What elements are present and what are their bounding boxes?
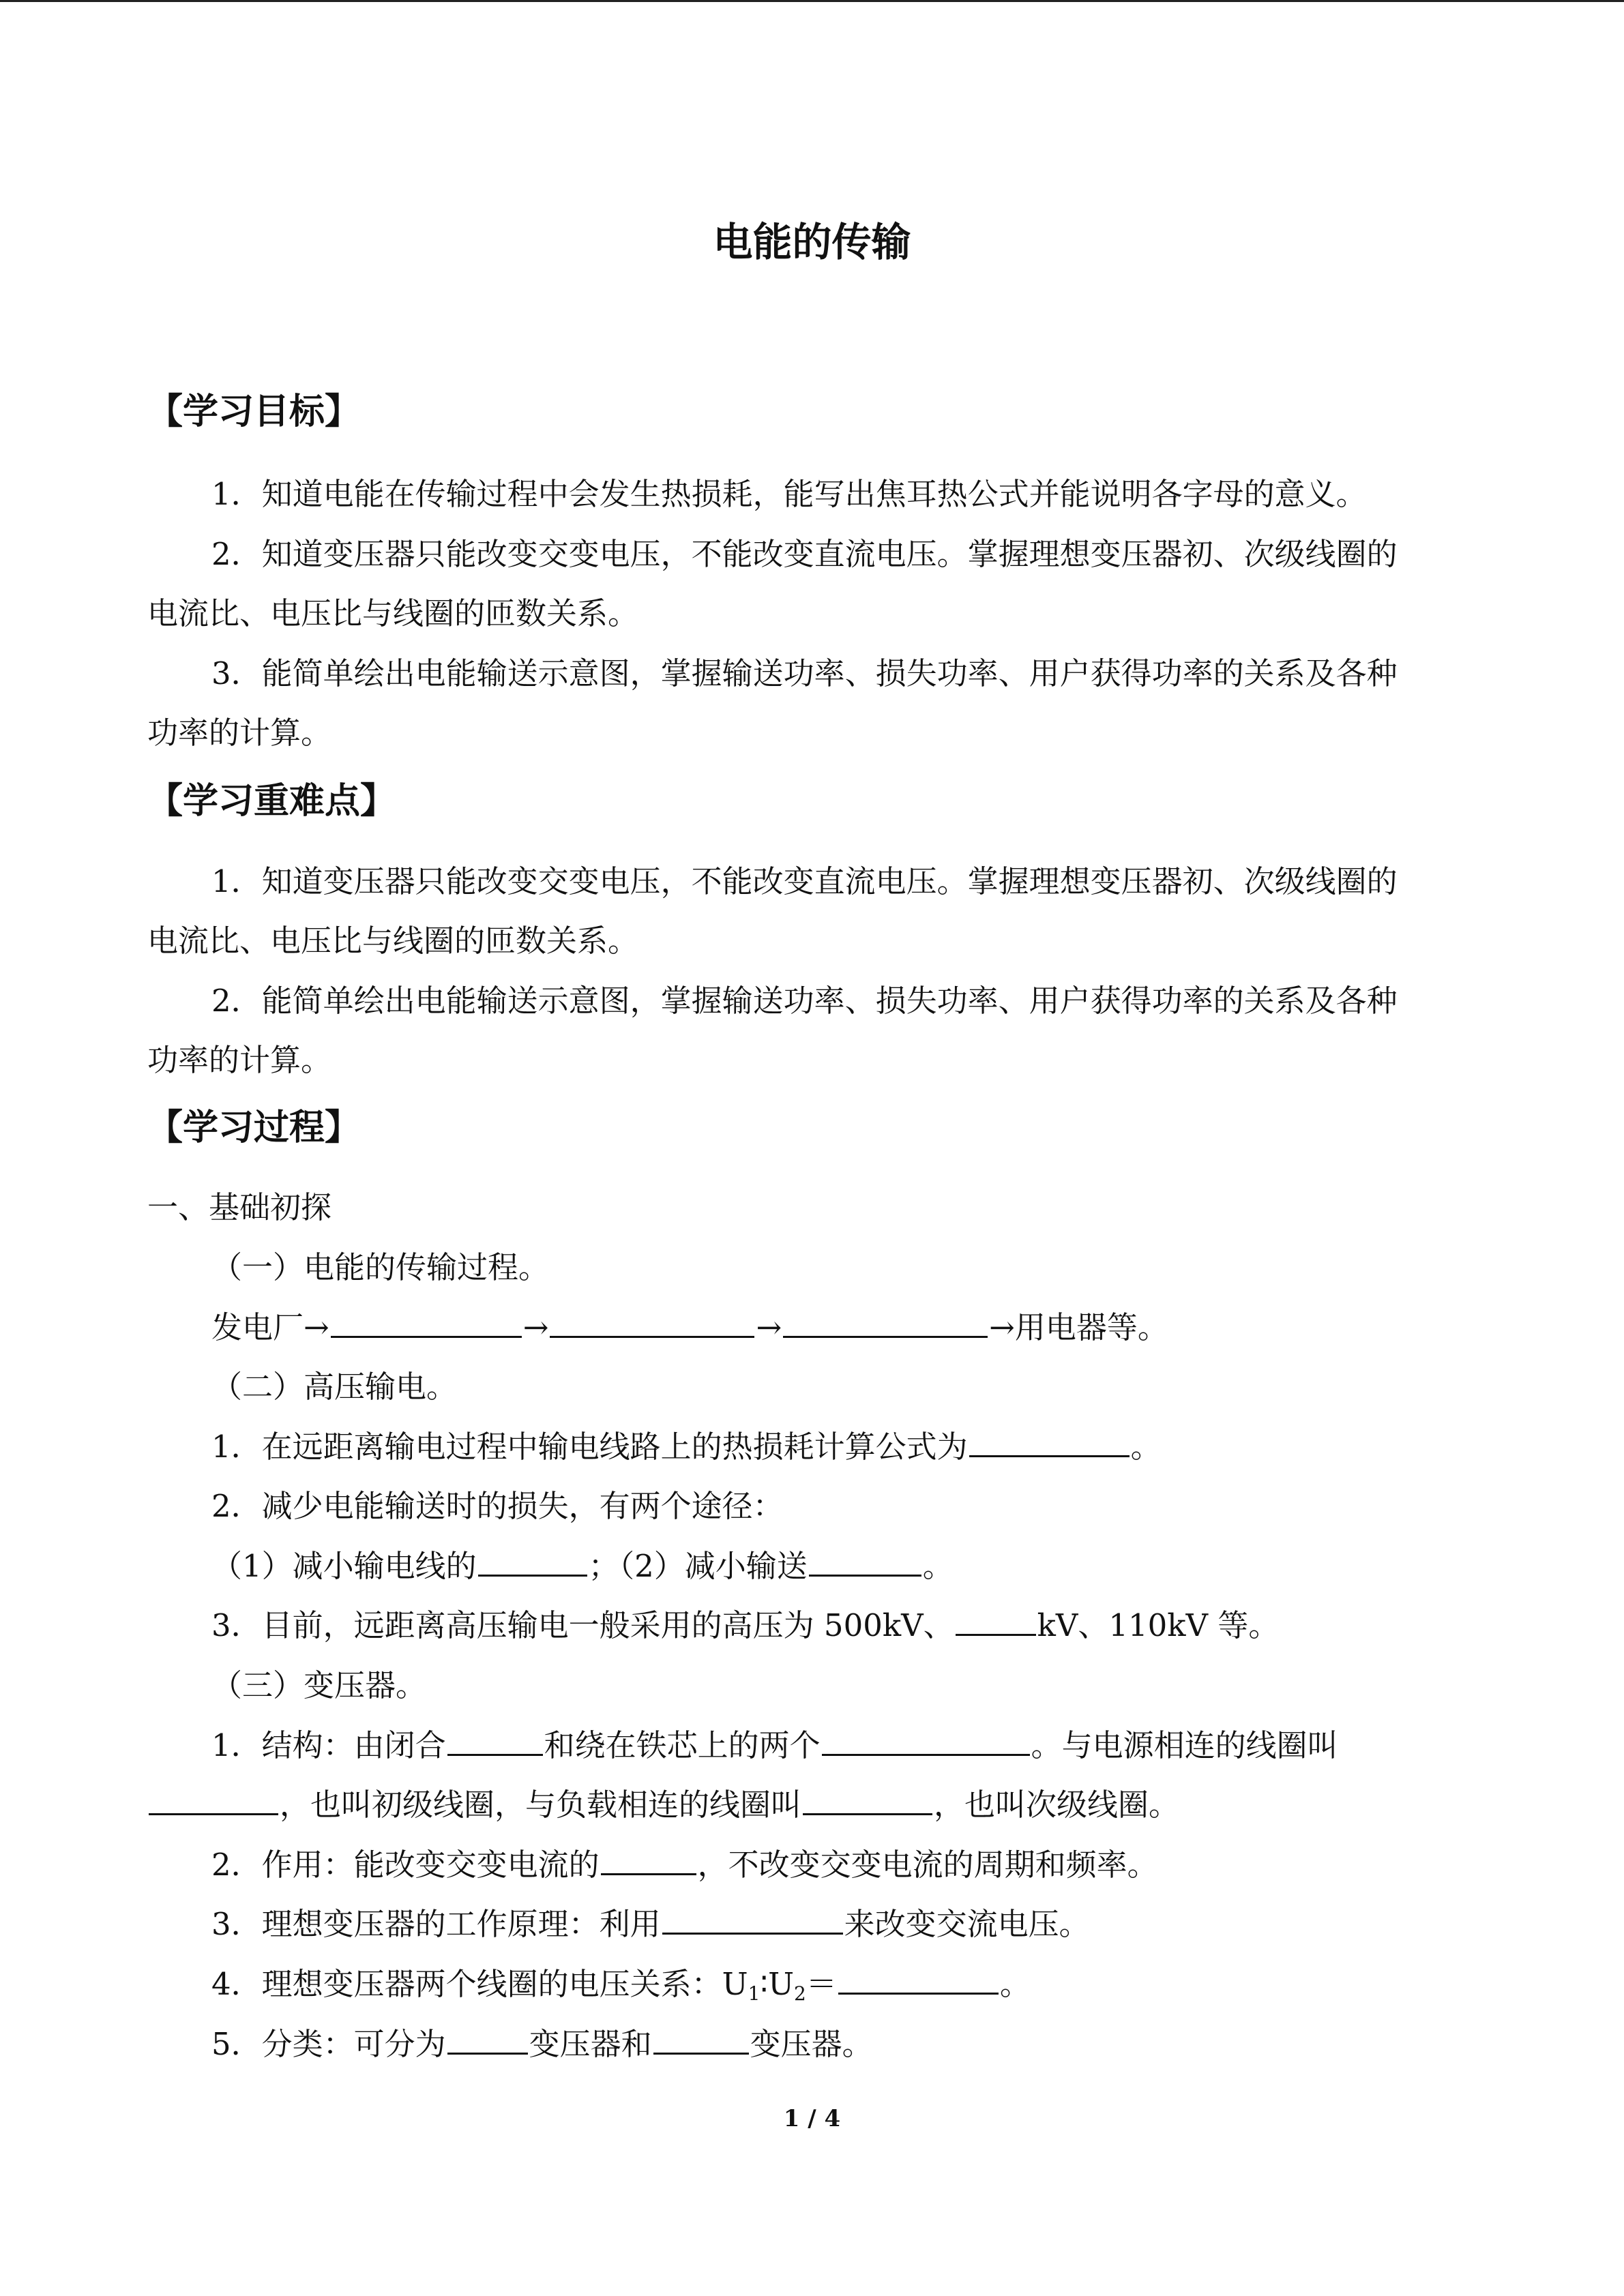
tf-q5-post: 变压器。 (750, 2026, 873, 2062)
hv-q1-blank[interactable] (969, 1427, 1130, 1457)
transmission-chain (211, 1307, 1168, 1348)
tf-q5-blank-1[interactable] (447, 2024, 528, 2055)
tf-q1-post: 。与电源相连的线圈叫 (1031, 1727, 1338, 1763)
part-heading-basics: 一、基础初探 (147, 1189, 332, 1225)
hv-q2-option-1: （1）减小输电线的 (211, 1548, 477, 1584)
tf-q4-colon: ∶U (760, 1966, 795, 2002)
key-point-2-line-2: 功率的计算。 (147, 1042, 332, 1078)
goal-1: 1．知道电能在传输过程中会发生热损耗，能写出焦耳热公式并能说明各字母的意义。 (211, 476, 1367, 512)
transformer-q4 (211, 1964, 1031, 2005)
hv-q2-blank-2[interactable] (809, 1546, 921, 1577)
goal-2-line-2: 电流比、电压比与线圈的匝数关系。 (147, 595, 639, 631)
page-number: 1 / 4 (783, 2105, 841, 2132)
key-point-1-line-1: 1．知道变压器只能改变交变电压，不能改变直流电压。掌握理想变压器初、次级线圈的 (211, 863, 1398, 899)
goal-2-line-1: 2．知道变压器只能改变交变电压，不能改变直流电压。掌握理想变压器初、次级线圈的 (211, 536, 1398, 572)
transformer-q5 (211, 2024, 873, 2065)
chain-start-text: 发电厂→ (211, 1309, 329, 1345)
tf-q2-blank[interactable] (601, 1845, 696, 1875)
subheading-transformer: （三）变压器。 (211, 1667, 427, 1703)
key-point-1-line-2: 电流比、电压比与线圈的匝数关系。 (147, 923, 639, 959)
section-heading-key-points: 【学习重难点】 (147, 780, 396, 822)
tf-q1-pre: 1．结构：由闭合 (211, 1727, 446, 1763)
hv-question-3 (211, 1605, 1279, 1646)
tf-q1b-mid: ，也叫初级线圈，与负载相连的线圈叫 (280, 1787, 802, 1823)
tf-q2-pre: 2．作用：能改变交变电流的 (211, 1847, 600, 1883)
subheading-transmission-process: （一）电能的传输过程。 (211, 1249, 550, 1285)
hv-q3-post: kV、110kV 等。 (1037, 1607, 1280, 1643)
hv-q2-end: 。 (922, 1548, 954, 1584)
tf-q2-post: ，不改变交变电流的周期和频率。 (697, 1847, 1158, 1883)
hv-question-2: 2．减少电能输送时的损失，有两个途径： (211, 1488, 784, 1524)
hv-q1-end: 。 (1130, 1429, 1162, 1465)
subheading-high-voltage: （二）高压输电。 (211, 1369, 458, 1405)
hv-q3-blank[interactable] (956, 1605, 1036, 1636)
tf-q4-blank[interactable] (838, 1964, 999, 1995)
hv-q1-text: 1．在远距离输电过程中输电线路上的热损耗计算公式为 (211, 1429, 968, 1465)
tf-q4-pre: 4．理想变压器两个线圈的电压关系：U (211, 1966, 748, 2002)
transformer-q1-line-2 (147, 1785, 1179, 1825)
chain-arrow-1: → (522, 1309, 549, 1345)
top-border-line (0, 0, 1624, 2)
chain-blank-3[interactable] (783, 1307, 988, 1338)
tf-q3-blank[interactable] (662, 1904, 843, 1935)
transformer-q2 (211, 1845, 1158, 1885)
tf-q1-blank-4[interactable] (803, 1785, 932, 1815)
key-point-2-line-1: 2．能简单绘出电能输送示意图，掌握输送功率、损失功率、用户获得功率的关系及各种 (211, 983, 1398, 1019)
tf-q1-blank-1[interactable] (447, 1725, 543, 1756)
tf-q5-blank-2[interactable] (653, 2024, 749, 2055)
section-heading-process: 【学习过程】 (147, 1107, 361, 1148)
hv-question-1 (211, 1427, 1162, 1467)
transformer-q3 (211, 1904, 1090, 1945)
tf-q5-mid: 变压器和 (529, 2026, 652, 2062)
transformer-q1-line-1 (211, 1725, 1338, 1766)
chain-blank-1[interactable] (331, 1307, 522, 1338)
tf-q1-blank-3[interactable] (149, 1785, 278, 1815)
tf-q4-eq: ＝ (806, 1966, 837, 2002)
section-heading-goals: 【学习目标】 (147, 391, 361, 432)
goal-3-line-2: 功率的计算。 (147, 715, 332, 751)
tf-q4-sub-2: 2 (794, 1982, 806, 2005)
tf-q1-mid: 和绕在铁芯上的两个 (544, 1727, 821, 1763)
goal-3-line-1: 3．能简单绘出电能输送示意图，掌握输送功率、损失功率、用户获得功率的关系及各种 (211, 655, 1398, 691)
hv-question-2-options (211, 1546, 954, 1587)
hv-q3-pre: 3．目前，远距离高压输电一般采用的高压为 500kV、 (211, 1607, 954, 1643)
tf-q1b-post: ，也叫次级线圈。 (934, 1787, 1180, 1823)
tf-q4-sub-1: 1 (748, 1982, 761, 2005)
hv-q2-blank-1[interactable] (478, 1546, 587, 1577)
hv-q2-option-2: ；（2）减小输送 (588, 1548, 808, 1584)
page-title: 电能的传输 (713, 219, 911, 265)
chain-blank-2[interactable] (550, 1307, 754, 1338)
tf-q4-end: 。 (999, 1966, 1031, 2002)
tf-q3-post: 来改变交流电压。 (844, 1906, 1090, 1942)
chain-end-text: →用电器等。 (989, 1309, 1168, 1345)
chain-arrow-2: → (756, 1309, 782, 1345)
tf-q1-blank-2[interactable] (822, 1725, 1030, 1756)
tf-q5-pre: 5．分类：可分为 (211, 2026, 446, 2062)
tf-q3-pre: 3．理想变压器的工作原理：利用 (211, 1906, 661, 1942)
